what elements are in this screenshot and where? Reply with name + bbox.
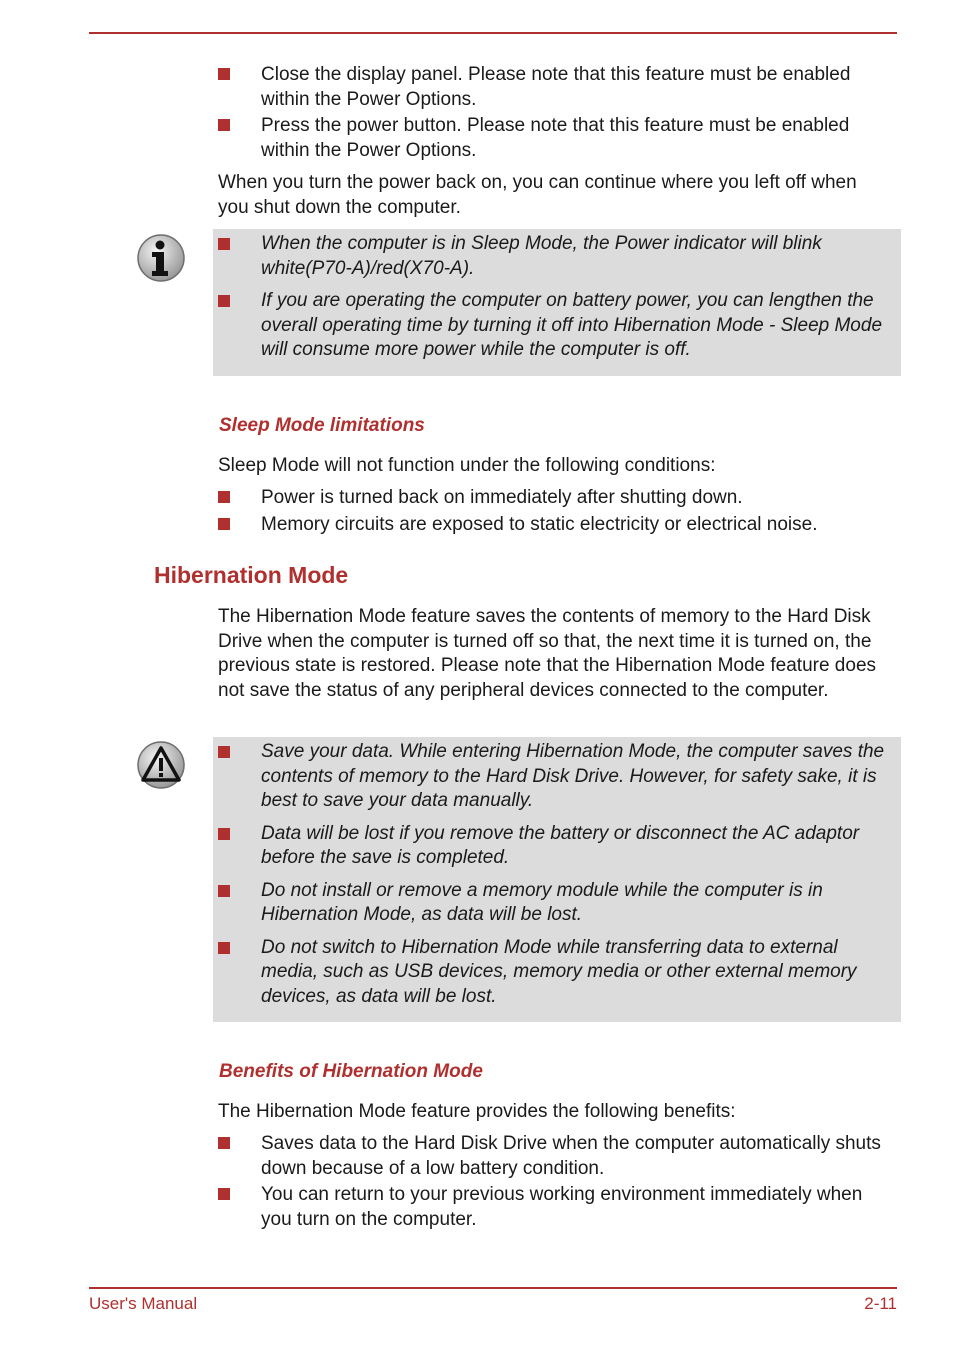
list-item-text: Saves data to the Hard Disk Drive when the computer automatically shuts down because of a low battery condition.: [261, 1133, 881, 1179]
bullet-square-icon: [218, 491, 230, 503]
page-number: 2-11: [864, 1294, 897, 1313]
warning-icon: [136, 740, 186, 790]
list-item: [218, 740, 898, 814]
hibernation-paragraph: The Hibernation Mode feature saves the contents of memory to the Hard Disk Drive when the computer is turned off so that, the next time it is turned on, the previous state is restored. Please note that the Hibernation Mode feature does not save the status of any peripheral devices connected to the computer.: [218, 606, 877, 701]
top-bullet-list: [218, 63, 898, 163]
list-item: [218, 822, 898, 871]
list-item: [218, 1132, 898, 1181]
footer-rule: [89, 1287, 897, 1289]
benefits-intro: The Hibernation Mode feature provides the following benefits:: [218, 1101, 736, 1122]
sleep-limitations-intro: Sleep Mode will not function under the following conditions:: [218, 455, 716, 476]
list-item-text: If you are operating the computer on battery power, you can lengthen the overall operating time by turning it off into Hibernation Mode - Sleep Mode will consume more power while the computer is off.: [261, 290, 883, 360]
list-item-text: Memory circuits are exposed to static electricity or electrical noise.: [261, 513, 818, 535]
info-icon: [136, 233, 186, 283]
bullet-square-icon: [218, 295, 230, 307]
list-item: [218, 513, 898, 538]
list-item-text: You can return to your previous working environment immediately when you turn on the computer.: [261, 1184, 863, 1230]
list-item: [218, 114, 898, 163]
list-item: [218, 936, 898, 1010]
sleep-limitations-list: [218, 486, 898, 537]
list-item-text: Press the power button. Please note that this feature must be enabled within the Power Options.: [261, 115, 850, 161]
power-on-paragraph: When you turn the power back on, you can continue where you left off when you shut down the computer.: [218, 172, 857, 218]
footer-title: User's Manual: [89, 1294, 198, 1313]
hibernation-heading: Hibernation Mode: [154, 562, 349, 588]
info-note-box: [213, 229, 901, 376]
benefits-list: [218, 1132, 898, 1232]
list-item: [218, 289, 898, 363]
list-item-text: Power is turned back on immediately after shutting down.: [261, 487, 743, 508]
info-note-list: [218, 232, 898, 363]
list-item-text: Do not install or remove a memory module while the computer is in Hibernation Mode, as data will be lost.: [261, 879, 823, 925]
list-item-text: Save your data. While entering Hibernation Mode, the computer saves the contents of memory to the Hard Disk Drive. However, for safety sake, it is best to save your data manually.: [261, 741, 885, 811]
bullet-square-icon: [218, 1137, 230, 1149]
list-item-text: Close the display panel. Please note that this feature must be enabled within the Power Options.: [261, 64, 851, 110]
list-item: [218, 63, 898, 112]
bullet-square-icon: [218, 885, 230, 897]
list-item-text: Data will be lost if you remove the battery or disconnect the AC adaptor before the save is completed.: [261, 822, 860, 868]
warning-note-list: [218, 740, 898, 1009]
bullet-square-icon: [218, 746, 230, 758]
bullet-square-icon: [218, 518, 230, 530]
benefits-heading: Benefits of Hibernation Mode: [219, 1061, 483, 1082]
header-rule: [89, 32, 897, 34]
list-item: [218, 232, 898, 281]
list-item-text: When the computer is in Sleep Mode, the Power indicator will blink white(P70-A)/red(X70-A).: [261, 233, 822, 279]
sleep-limitations-heading: Sleep Mode limitations: [219, 415, 425, 436]
warning-note-box: [213, 737, 901, 1022]
list-item: [218, 1183, 898, 1232]
list-item: [218, 879, 898, 928]
bullet-square-icon: [218, 119, 230, 131]
bullet-square-icon: [218, 238, 230, 250]
bullet-square-icon: [218, 1188, 230, 1200]
list-item: [218, 486, 898, 511]
bullet-square-icon: [218, 942, 230, 954]
bullet-square-icon: [218, 68, 230, 80]
bullet-square-icon: [218, 828, 230, 840]
list-item-text: Do not switch to Hibernation Mode while transferring data to external media, such as USB devices, memory media or other external memory devices, as data will be lost.: [261, 936, 857, 1007]
